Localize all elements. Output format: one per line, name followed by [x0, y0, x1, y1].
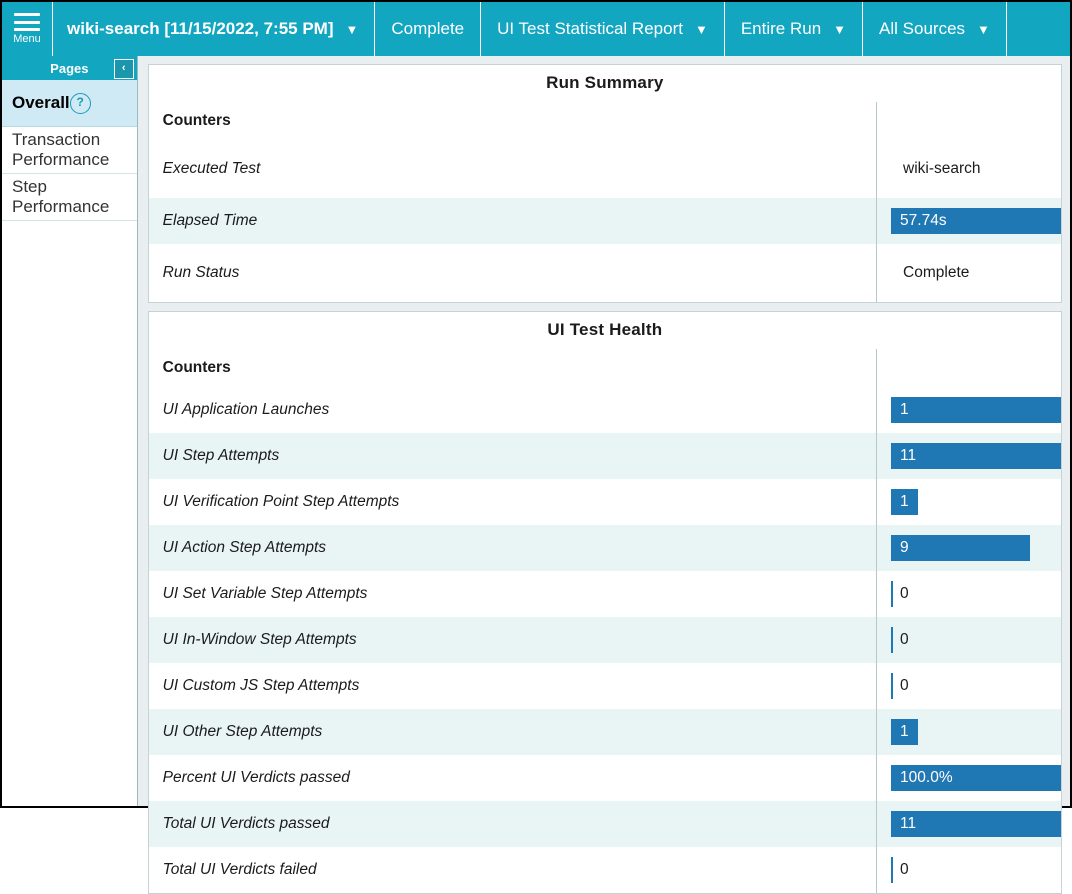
row-label-percent-ui-verdicts-passed: Percent UI Verdicts passed	[162, 769, 350, 786]
sidebar-item-transaction-performance[interactable]	[2, 127, 137, 174]
row-label-run-status: Run Status	[162, 264, 240, 281]
row-value-ui-in-window-step-attempts	[877, 617, 1062, 663]
row-value-ui-action-step-attempts-text: 9	[900, 539, 909, 556]
table-row	[149, 801, 1061, 847]
bar-elapsed-time	[891, 208, 1061, 234]
menu-button[interactable]	[2, 2, 53, 56]
sidebar-header	[2, 56, 137, 80]
run-summary-counters-header: Counters	[162, 112, 231, 129]
bar-percent-ui-verdicts-passed	[891, 765, 1061, 791]
table-row	[149, 349, 1061, 387]
row-label-ui-other-step-attempts: UI Other Step Attempts	[162, 723, 323, 740]
row-value-ui-verification-point-step-attempts	[877, 479, 1062, 525]
help-icon[interactable]: ?	[70, 93, 91, 114]
row-value-ui-step-attempts	[877, 433, 1062, 479]
row-label-executed-test: Executed Test	[162, 160, 261, 177]
row-value-percent-ui-verdicts-passed-text: 100.0%	[900, 769, 953, 786]
bar-ui-application-launches	[891, 397, 1061, 423]
row-value-executed-test	[877, 140, 1062, 198]
row-value-elapsed-time-text: 57.74s	[900, 212, 947, 229]
chevron-down-icon: ▼	[833, 21, 847, 37]
sidebar-item-overall-label: Overall	[12, 93, 70, 112]
bar-ui-action-step-attempts	[891, 535, 1061, 561]
bar-fill	[891, 443, 1061, 469]
table-row	[149, 479, 1061, 525]
table-row	[149, 571, 1061, 617]
row-value-total-ui-verdicts-passed-text: 11	[900, 815, 917, 832]
row-value-ui-other-step-attempts	[877, 709, 1062, 755]
sidebar-item-overall[interactable]	[2, 80, 137, 127]
row-value-ui-other-step-attempts-text: 1	[900, 723, 909, 740]
bar-ui-in-window-step-attempts	[891, 627, 1061, 653]
bar-ui-other-step-attempts	[891, 719, 1061, 745]
row-value-executed-test-text: wiki-search	[903, 160, 981, 177]
toolbar-item-sources[interactable]	[863, 2, 1007, 56]
row-label-ui-verification-point-step-attempts: UI Verification Point Step Attempts	[162, 493, 400, 510]
row-value-ui-in-window-step-attempts-text: 0	[900, 631, 909, 648]
table-row	[149, 244, 1061, 302]
toolbar-item-sources-label: All Sources	[879, 19, 966, 38]
run-summary-title: Run Summary	[546, 73, 664, 92]
table-row	[149, 525, 1061, 571]
table-row	[149, 617, 1061, 663]
row-label-total-ui-verdicts-passed: Total UI Verdicts passed	[162, 815, 330, 832]
sidebar-item-transaction-performance-label: Transaction Performance	[12, 130, 110, 169]
menu-button-label: Menu	[13, 33, 41, 45]
table-row	[149, 663, 1061, 709]
report-content	[138, 56, 1070, 878]
table-row	[149, 709, 1061, 755]
bar-ui-set-variable-step-attempts	[891, 581, 1061, 607]
toolbar-item-test-run[interactable]	[53, 2, 375, 56]
row-value-ui-application-launches-text: 1	[900, 401, 909, 418]
table-row	[149, 198, 1061, 244]
bar-total-ui-verdicts-passed	[891, 811, 1061, 837]
toolbar-item-time-range-label: Entire Run	[740, 19, 822, 38]
bar-ui-verification-point-step-attempts	[891, 489, 1061, 515]
table-row	[149, 387, 1061, 433]
toolbar-item-status	[375, 2, 481, 56]
row-label-ui-set-variable-step-attempts: UI Set Variable Step Attempts	[162, 585, 368, 602]
row-label-ui-custom-js-step-attempts: UI Custom JS Step Attempts	[162, 677, 360, 694]
row-value-ui-set-variable-step-attempts	[877, 571, 1062, 617]
run-summary-card	[148, 64, 1062, 303]
bar-fill	[891, 535, 1030, 561]
row-label-elapsed-time: Elapsed Time	[162, 212, 258, 229]
toolbar-item-time-range[interactable]	[725, 2, 863, 56]
row-value-total-ui-verdicts-passed	[877, 801, 1062, 847]
bar-total-ui-verdicts-failed	[891, 857, 1061, 883]
collapse-sidebar-button[interactable]: ‹	[114, 59, 134, 79]
row-label-ui-action-step-attempts: UI Action Step Attempts	[162, 539, 327, 556]
chevron-down-icon: ▼	[345, 21, 359, 37]
top-toolbar	[2, 2, 1070, 56]
table-row	[149, 102, 1061, 140]
row-value-ui-application-launches	[877, 387, 1062, 433]
chevron-down-icon: ▼	[694, 21, 708, 37]
table-row	[149, 433, 1061, 479]
sidebar-item-step-performance[interactable]	[2, 174, 137, 221]
ui-test-health-card	[148, 311, 1062, 894]
body-split	[2, 56, 1070, 878]
row-value-total-ui-verdicts-failed-text: 0	[900, 861, 909, 878]
run-summary-table	[149, 102, 1061, 302]
bar-ui-step-attempts	[891, 443, 1061, 469]
table-row	[149, 140, 1061, 198]
toolbar-item-report-type[interactable]	[481, 2, 725, 56]
table-row	[149, 847, 1061, 893]
row-value-ui-custom-js-step-attempts	[877, 663, 1062, 709]
row-value-ui-custom-js-step-attempts-text: 0	[900, 677, 909, 694]
toolbar-item-status-label: Complete	[391, 19, 465, 38]
bar-fill	[891, 397, 1061, 423]
ui-test-health-counters-header: Counters	[162, 359, 231, 376]
row-value-total-ui-verdicts-failed	[877, 847, 1062, 893]
hamburger-icon	[14, 13, 40, 31]
row-label-ui-step-attempts: UI Step Attempts	[162, 447, 280, 464]
row-label-ui-in-window-step-attempts: UI In-Window Step Attempts	[162, 631, 357, 648]
row-value-percent-ui-verdicts-passed	[877, 755, 1062, 801]
toolbar-item-test-run-label: wiki-search [11/15/2022, 7:55 PM]	[67, 19, 334, 38]
row-value-run-status	[877, 244, 1062, 302]
toolbar-filler	[1007, 2, 1070, 56]
toolbar-item-report-type-label: UI Test Statistical Report	[497, 19, 683, 38]
chevron-down-icon: ▼	[977, 21, 990, 37]
row-value-run-status-text: Complete	[903, 264, 970, 281]
bar-ui-custom-js-step-attempts	[891, 673, 1061, 699]
ui-test-health-value-header	[877, 349, 1062, 387]
row-label-total-ui-verdicts-failed: Total UI Verdicts failed	[162, 861, 317, 878]
row-value-elapsed-time	[877, 198, 1062, 244]
row-value-ui-set-variable-step-attempts-text: 0	[900, 585, 909, 602]
sidebar	[2, 56, 138, 806]
sidebar-item-step-performance-label: Step Performance	[12, 177, 110, 216]
table-row	[149, 755, 1061, 801]
row-label-ui-application-launches: UI Application Launches	[162, 401, 330, 418]
ui-test-health-table	[149, 349, 1061, 893]
run-summary-value-header	[877, 102, 1062, 140]
row-value-ui-step-attempts-text: 11	[900, 447, 917, 464]
row-value-ui-action-step-attempts	[877, 525, 1062, 571]
bar-fill	[891, 811, 1061, 837]
ui-test-health-title: UI Test Health	[547, 320, 663, 339]
sidebar-header-label: Pages	[50, 60, 89, 76]
row-value-ui-verification-point-step-attempts-text: 1	[900, 493, 909, 510]
